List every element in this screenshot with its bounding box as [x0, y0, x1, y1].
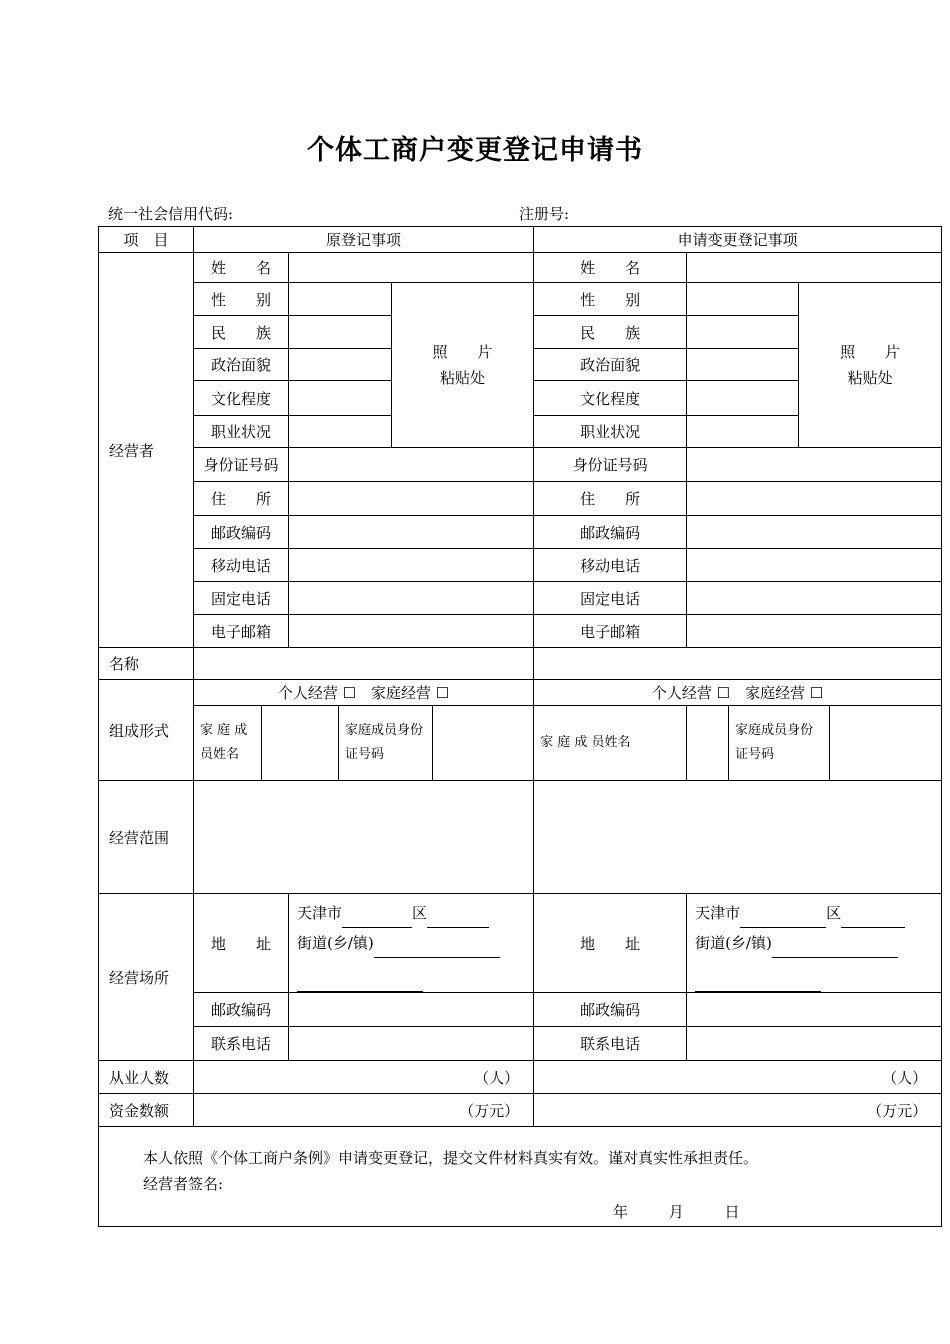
- street-blank[interactable]: [772, 939, 898, 958]
- orig-ethnicity-field[interactable]: [289, 316, 392, 349]
- city-blank[interactable]: [740, 909, 826, 928]
- orig-premises-phone-label: 联系电话: [194, 1027, 289, 1061]
- new-scope-field[interactable]: [534, 781, 942, 894]
- orig-ethnicity-label: 民 族: [194, 316, 289, 349]
- employees-label: 从业人数: [99, 1061, 194, 1094]
- orig-education-field[interactable]: [289, 381, 392, 416]
- orig-mobile-field[interactable]: [289, 549, 534, 582]
- new-premises-postal-field[interactable]: [687, 993, 942, 1027]
- orig-scope-field[interactable]: [194, 781, 534, 894]
- orig-premises-phone-field[interactable]: [289, 1027, 534, 1061]
- new-gender-label: 性 别: [534, 283, 687, 316]
- orig-employees-field[interactable]: （人）: [194, 1061, 534, 1094]
- declaration-cell: [99, 1127, 942, 1227]
- operator-section-label: 经营者: [99, 253, 194, 648]
- new-address-label: 地 址: [534, 894, 687, 993]
- new-mobile-label: 移动电话: [534, 549, 687, 582]
- col-header-requested: 申请变更登记事项: [534, 227, 942, 253]
- orig-gender-field[interactable]: [289, 283, 392, 316]
- new-composition-options[interactable]: 个人经营 ☐ 家庭经营 ☐: [534, 680, 942, 706]
- street-blank[interactable]: [374, 939, 500, 958]
- orig-political-field[interactable]: [289, 349, 392, 381]
- city-blank[interactable]: [342, 909, 412, 928]
- new-business-name-field[interactable]: [534, 648, 942, 680]
- orig-postal-field[interactable]: [289, 516, 534, 549]
- photo-label: 照 片: [840, 343, 901, 361]
- new-premises-postal-label: 邮政编码: [534, 993, 687, 1027]
- new-premises-phone-label: 联系电话: [534, 1027, 687, 1061]
- orig-member-name-field[interactable]: [262, 706, 339, 781]
- orig-residence-field[interactable]: [289, 482, 534, 516]
- orig-member-id-field[interactable]: [433, 706, 534, 781]
- orig-member-id-label: 家庭成员身份证号码: [339, 706, 433, 781]
- scope-label: 经营范围: [99, 781, 194, 894]
- orig-education-label: 文化程度: [194, 381, 289, 416]
- orig-mobile-label: 移动电话: [194, 549, 289, 582]
- city-label: 天津市: [695, 904, 741, 922]
- application-form-table: [98, 226, 942, 1227]
- new-id-field[interactable]: [687, 448, 942, 482]
- new-address-field[interactable]: [687, 894, 942, 993]
- signature-date[interactable]: 年 月 日: [613, 1203, 740, 1221]
- orig-capital-field[interactable]: （万元）: [194, 1094, 534, 1127]
- new-email-label: 电子邮箱: [534, 615, 687, 648]
- new-ethnicity-field[interactable]: [687, 316, 799, 349]
- new-member-id-field[interactable]: [830, 706, 942, 781]
- orig-political-label: 政治面貌: [194, 349, 289, 381]
- new-political-field[interactable]: [687, 349, 799, 381]
- orig-premises-postal-field[interactable]: [289, 993, 534, 1027]
- street-label: 街道(乡/镇): [297, 934, 374, 952]
- new-photo-area[interactable]: [799, 283, 942, 448]
- new-residence-field[interactable]: [687, 482, 942, 516]
- new-mobile-field[interactable]: [687, 549, 942, 582]
- capital-label: 资金数额: [99, 1094, 194, 1127]
- orig-id-field[interactable]: [289, 448, 534, 482]
- orig-occupation-label: 职业状况: [194, 416, 289, 448]
- business-name-label: 名称: [99, 648, 194, 680]
- new-landline-label: 固定电话: [534, 582, 687, 615]
- orig-landline-label: 固定电话: [194, 582, 289, 615]
- orig-id-label: 身份证号码: [194, 448, 289, 482]
- new-occupation-label: 职业状况: [534, 416, 687, 448]
- address-detail-blank[interactable]: [695, 973, 821, 992]
- new-employees-field[interactable]: （人）: [534, 1061, 942, 1094]
- orig-residence-label: 住 所: [194, 482, 289, 516]
- new-email-field[interactable]: [687, 615, 942, 648]
- district-label: 区: [412, 904, 428, 922]
- orig-premises-postal-label: 邮政编码: [194, 993, 289, 1027]
- new-ethnicity-label: 民 族: [534, 316, 687, 349]
- new-education-label: 文化程度: [534, 381, 687, 416]
- composition-label: 组成形式: [99, 680, 194, 781]
- orig-photo-area[interactable]: [392, 283, 534, 448]
- new-political-label: 政治面貌: [534, 349, 687, 381]
- new-member-name-field[interactable]: [687, 706, 729, 781]
- district-blank[interactable]: [841, 909, 905, 928]
- orig-email-field[interactable]: [289, 615, 534, 648]
- credit-code-label: 统一社会信用代码:: [108, 205, 234, 223]
- new-name-field[interactable]: [687, 253, 942, 283]
- photo-paste-label: 粘贴处: [440, 369, 486, 387]
- new-member-id-label: 家庭成员身份证号码: [729, 706, 830, 781]
- orig-postal-label: 邮政编码: [194, 516, 289, 549]
- photo-label: 照 片: [432, 343, 493, 361]
- new-gender-field[interactable]: [687, 283, 799, 316]
- orig-occupation-field[interactable]: [289, 416, 392, 448]
- orig-address-field[interactable]: [289, 894, 534, 993]
- orig-name-field[interactable]: [289, 253, 534, 283]
- reg-no-label: 注册号:: [519, 205, 570, 223]
- new-residence-label: 住 所: [534, 482, 687, 516]
- street-label: 街道(乡/镇): [695, 934, 772, 952]
- new-premises-phone-field[interactable]: [687, 1027, 942, 1061]
- orig-gender-label: 性 别: [194, 283, 289, 316]
- new-landline-field[interactable]: [687, 582, 942, 615]
- new-postal-label: 邮政编码: [534, 516, 687, 549]
- orig-email-label: 电子邮箱: [194, 615, 289, 648]
- orig-member-name-label: 家 庭 成 员姓名: [194, 706, 262, 781]
- premises-label: 经营场所: [99, 894, 194, 1061]
- page-title: 个体工商户变更登记申请书: [307, 135, 643, 166]
- orig-name-label: 姓 名: [194, 253, 289, 283]
- orig-composition-options[interactable]: 个人经营 ☐ 家庭经营 ☐: [194, 680, 534, 706]
- address-detail-blank[interactable]: [297, 973, 423, 992]
- new-postal-field[interactable]: [687, 516, 942, 549]
- new-occupation-field[interactable]: [687, 416, 799, 448]
- new-id-label: 身份证号码: [534, 448, 687, 482]
- new-capital-field[interactable]: （万元）: [534, 1094, 942, 1127]
- orig-landline-field[interactable]: [289, 582, 534, 615]
- district-label: 区: [826, 904, 842, 922]
- city-label: 天津市: [297, 904, 343, 922]
- declaration-statement: 本人依照《个体工商户条例》申请变更登记，提交文件材料真实有效。谨对真实性承担责任。: [143, 1149, 759, 1167]
- col-header-item: 项 目: [99, 227, 194, 253]
- photo-paste-label: 粘贴处: [847, 369, 893, 387]
- orig-address-label: 地 址: [194, 894, 289, 993]
- col-header-original: 原登记事项: [194, 227, 534, 253]
- new-name-label: 姓 名: [534, 253, 687, 283]
- signature-label: 经营者签名:: [143, 1175, 224, 1193]
- new-education-field[interactable]: [687, 381, 799, 416]
- orig-business-name-field[interactable]: [194, 648, 534, 680]
- district-blank[interactable]: [427, 909, 489, 928]
- new-member-name-label: 家 庭 成 员姓名: [534, 706, 687, 781]
